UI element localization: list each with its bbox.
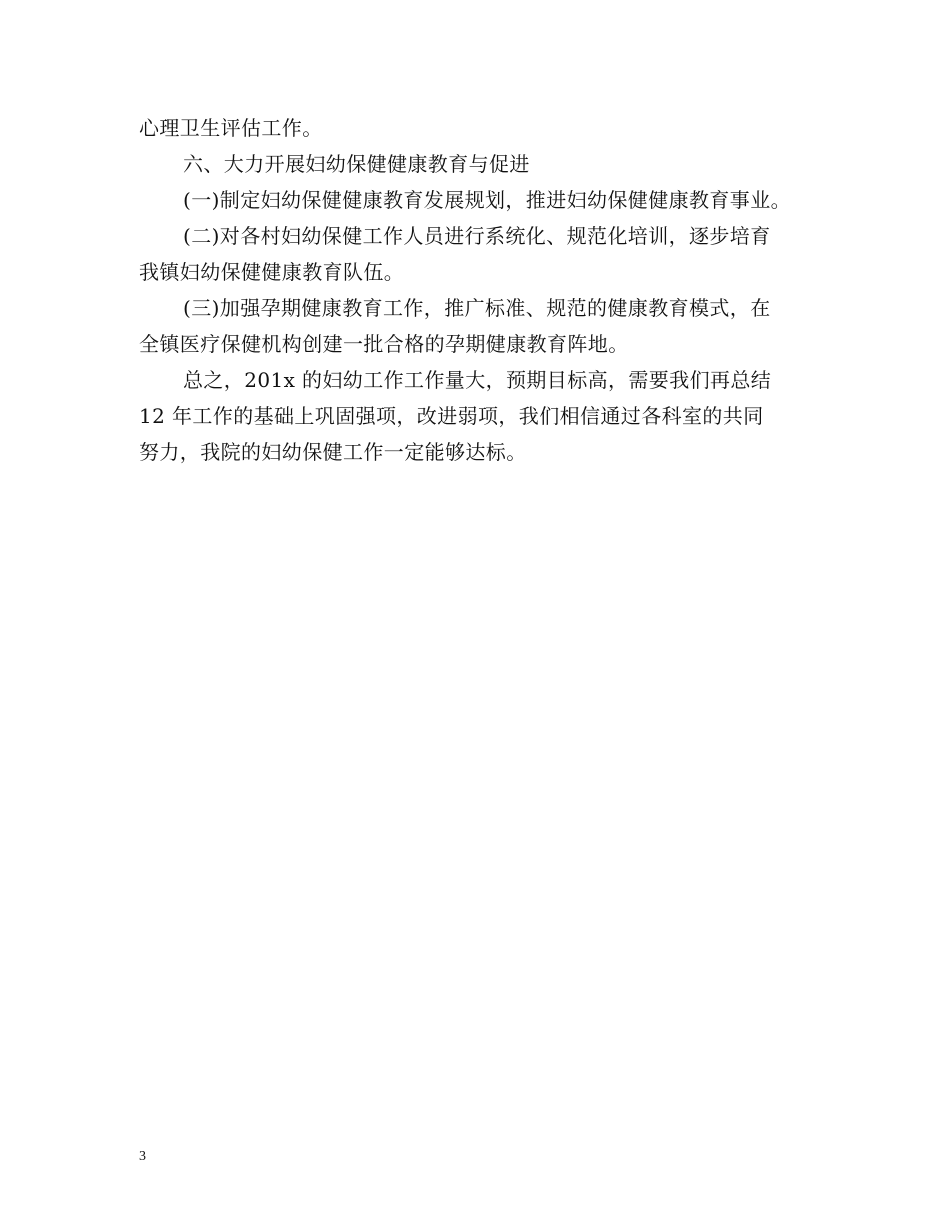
- document-body: [139, 110, 829, 470]
- paragraph-line-item-2: (二)对各村妇幼保健工作人员进行系统化、规范化培训，逐步培育: [183, 224, 771, 248]
- paragraph-line-continuation: 心理卫生评估工作。: [139, 116, 323, 140]
- paragraph-line-item-2-cont: 我镇妇幼保健健康教育队伍。: [139, 260, 405, 284]
- paragraph-line-summary-cont-1: 12 年工作的基础上巩固强项，改进弱项，我们相信通过各科室的共同: [139, 404, 764, 428]
- page-number: 3: [139, 1149, 146, 1164]
- paragraph-line-item-3-cont: 全镇医疗保健机构创建一批合格的孕期健康教育阵地。: [139, 332, 629, 356]
- paragraph-line-summary-cont-2: 努力，我院的妇幼保健工作一定能够达标。: [139, 440, 527, 464]
- paragraph-line-item-3: (三)加强孕期健康教育工作，推广标准、规范的健康教育模式，在: [183, 296, 771, 320]
- paragraph-line-item-1: (一)制定妇幼保健健康教育发展规划，推进妇幼保健健康教育事业。: [183, 188, 792, 212]
- paragraph-line-summary: 总之，201x 的妇幼工作工作量大，预期目标高，需要我们再总结: [183, 368, 772, 392]
- section-heading: 六、大力开展妇幼保健健康教育与促进: [183, 152, 530, 176]
